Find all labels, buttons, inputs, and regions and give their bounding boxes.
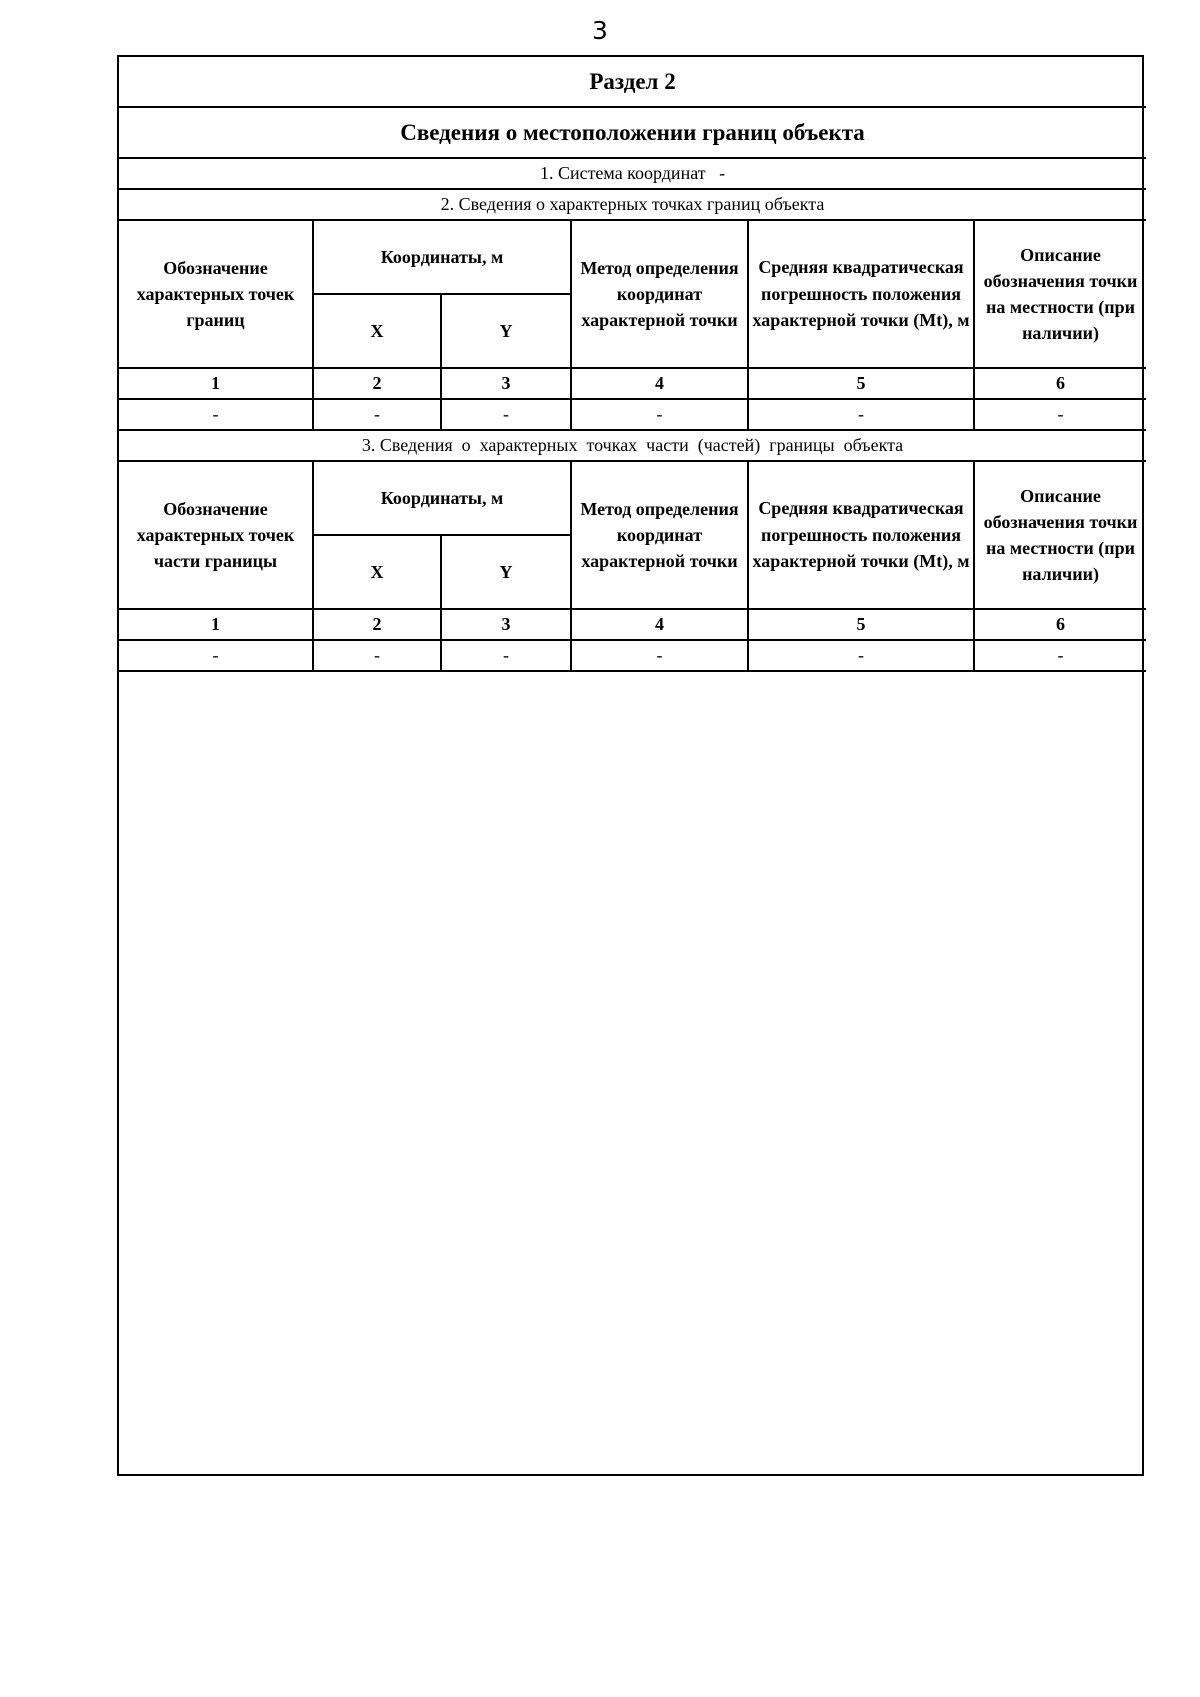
table2-caption-cell <box>119 430 1146 461</box>
table2-cell: - <box>119 640 313 671</box>
table2-column-numbers <box>119 609 1146 640</box>
table1-colnum: 2 <box>313 368 441 399</box>
table1-header-x: X <box>313 294 441 368</box>
coordinate-system-text: 1. Система координат - <box>539 163 726 183</box>
table1-colnum: 6 <box>974 368 1146 399</box>
table1-header-coordinates: Координаты, м <box>313 220 571 294</box>
table2-cell: - <box>441 640 571 671</box>
table1-cell: - <box>441 399 571 430</box>
table1-colnum: 1 <box>119 368 313 399</box>
table1-cell: - <box>748 399 974 430</box>
section-label: Раздел 2 <box>119 57 1146 107</box>
table1-cell: - <box>313 399 441 430</box>
table-row <box>119 399 1146 430</box>
table2-header-coordinates: Координаты, м <box>313 461 571 535</box>
page-number: 3 <box>592 16 608 45</box>
table2-cell: - <box>974 640 1146 671</box>
table1-colnum: 3 <box>441 368 571 399</box>
coordinate-system-line <box>119 158 1146 189</box>
table1-cell: - <box>974 399 1146 430</box>
table2-colnum: 2 <box>313 609 441 640</box>
table2-cell: - <box>571 640 748 671</box>
table2-header-designation: Обозначение характерных точек части границы <box>119 461 313 609</box>
table1-column-numbers <box>119 368 1146 399</box>
table2-header-method: Метод определения координат характерной точки <box>571 461 748 609</box>
table2-colnum: 4 <box>571 609 748 640</box>
table2-caption: 3. Сведения о характерных точках части (частей) границы объекта <box>361 435 904 455</box>
table2-header-description: Описание обозначения точки на местности (при наличии) <box>974 461 1146 609</box>
table1-header-method: Метод определения координат характерной точки <box>571 220 748 368</box>
table2-colnum: 6 <box>974 609 1146 640</box>
document-frame <box>117 55 1144 1476</box>
table1-caption: 2. Сведения о характерных точках границ объекта <box>119 189 1146 220</box>
table2-colnum: 1 <box>119 609 313 640</box>
table1-header-error: Средняя квадратическая погрешность положения характерной точки (Mt), м <box>748 220 974 368</box>
section-table <box>119 57 1146 672</box>
table2-header-error: Средняя квадратическая погрешность положения характерной точки (Mt), м <box>748 461 974 609</box>
table1-cell: - <box>571 399 748 430</box>
table1-colnum: 4 <box>571 368 748 399</box>
table1-header-description: Описание обозначения точки на местности (при наличии) <box>974 220 1146 368</box>
table2-cell: - <box>748 640 974 671</box>
table1-header-designation: Обозначение характерных точек границ <box>119 220 313 368</box>
table1-colnum: 5 <box>748 368 974 399</box>
table2-colnum: 3 <box>441 609 571 640</box>
table-row <box>119 640 1146 671</box>
table2-header-x: X <box>313 535 441 609</box>
table1-header-y: Y <box>441 294 571 368</box>
table2-cell: - <box>313 640 441 671</box>
table2-header-y: Y <box>441 535 571 609</box>
section-title: Сведения о местоположении границ объекта <box>119 107 1146 158</box>
table1-cell: - <box>119 399 313 430</box>
table2-colnum: 5 <box>748 609 974 640</box>
